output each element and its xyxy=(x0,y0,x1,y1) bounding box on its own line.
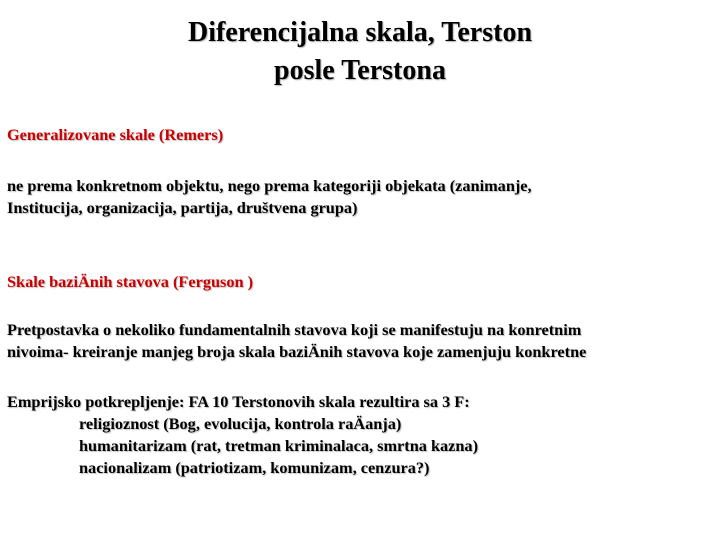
generalized-body-line-2: Institucija, organizacija, partija, društvena grupa) xyxy=(7,198,358,217)
title-line-2: posle Terstona xyxy=(274,55,446,86)
slide-title xyxy=(0,14,720,90)
basic-attitudes-heading: Skale baziÄnih stavova (Ferguson ) xyxy=(7,272,254,291)
empirical-heading: Emprijsko potkrepljenje: FA 10 Terstonovih skala rezultira sa 3 F: xyxy=(7,392,470,411)
title-line-1: Diferencijalna skala, Terston xyxy=(187,17,533,48)
generalized-scales-body xyxy=(7,175,719,219)
basic-attitudes-body xyxy=(7,319,719,363)
generalized-scales-heading: Generalizovane skale (Remers) xyxy=(7,125,224,144)
generalized-body-line-1: ne prema konkretnom objektu, nego prema kategoriji objekata (zanimanje, xyxy=(7,176,532,195)
basic-body-line-1: Pretpostavka o nekoliko fundamentalnih stavova koji se manifestuju na konretnim xyxy=(7,320,582,339)
empirical-support xyxy=(7,391,719,479)
factor-item: nacionalizam (patriotizam, komunizam, cenzura?) xyxy=(79,458,430,477)
factor-item: religioznost (Bog, evolucija, kontrola raÄanja) xyxy=(79,414,402,433)
factor-item: humanitarizam (rat, tretman kriminalaca, smrtna kazna) xyxy=(79,436,478,455)
basic-body-line-2: nivoima- kreiranje manjeg broja skala baziÄnih stavova koje zamenjuju konkretne xyxy=(7,342,587,361)
